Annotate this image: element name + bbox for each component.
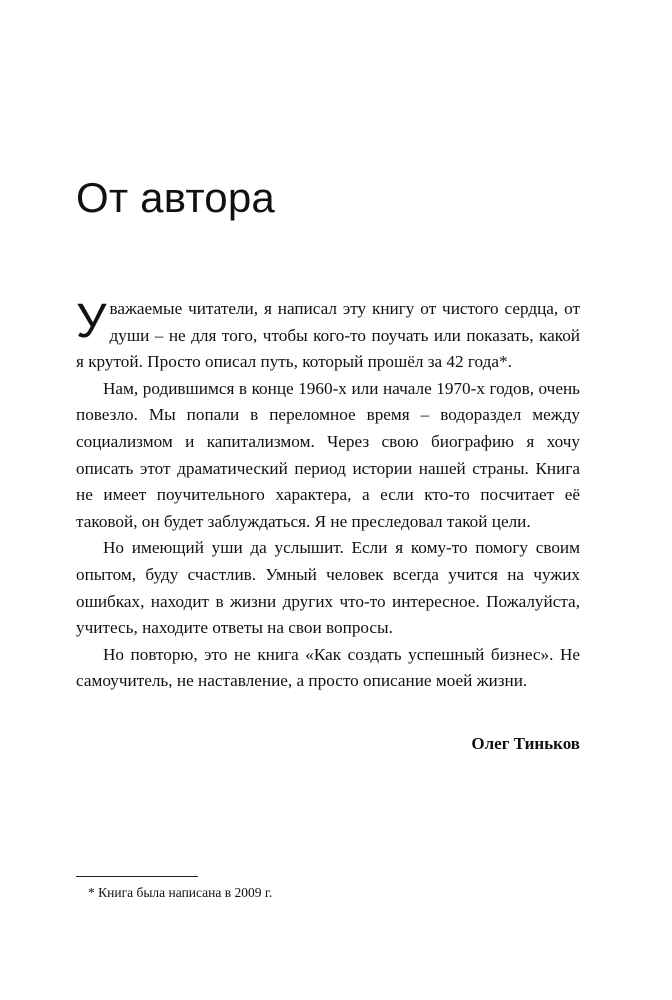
body-text xyxy=(76,296,580,695)
paragraph-1 xyxy=(76,296,580,376)
footnote-divider xyxy=(76,876,198,877)
paragraph-3: Но имеющий уши да услышит. Если я кому-то помогу своим опытом, буду счастлив. Умный человек всегда учится на чужих ошибках, находит в жизни других что-то интересное. Пожалуйста, учитесь, находите ответы на свои вопросы. xyxy=(76,538,580,638)
drop-cap: У xyxy=(76,295,107,348)
paragraph-2: Нам, родившимся в конце 1960-х или начале 1970-х годов, очень повезло. Мы попали в переломное время – водораздел между социализмом и капитализмом. Через свою биографию я хочу описать этот драматический период истории нашей страны. Книга не имеет поучительного характера, а если кто-то посчитает её таковой, он будет заблуждаться. Я не преследовал такой цели. xyxy=(76,378,580,531)
paragraph-1-text: важаемые читатели, я написал эту книгу от чистого сердца, от души – не для того, чтобы кого-то поучать или показать, какой я крутой. Просто описал путь, который прошёл за 42 года*. xyxy=(76,299,580,372)
page-title: От автора xyxy=(76,174,275,221)
footnote: * Книга была написана в 2009 г. xyxy=(88,885,273,900)
author-signature: Олег Тиньков xyxy=(471,734,580,753)
paragraph-4: Но повторю, это не книга «Как создать успешный бизнес». Не самоучитель, не наставление, а просто описание моей жизни. xyxy=(76,644,580,691)
